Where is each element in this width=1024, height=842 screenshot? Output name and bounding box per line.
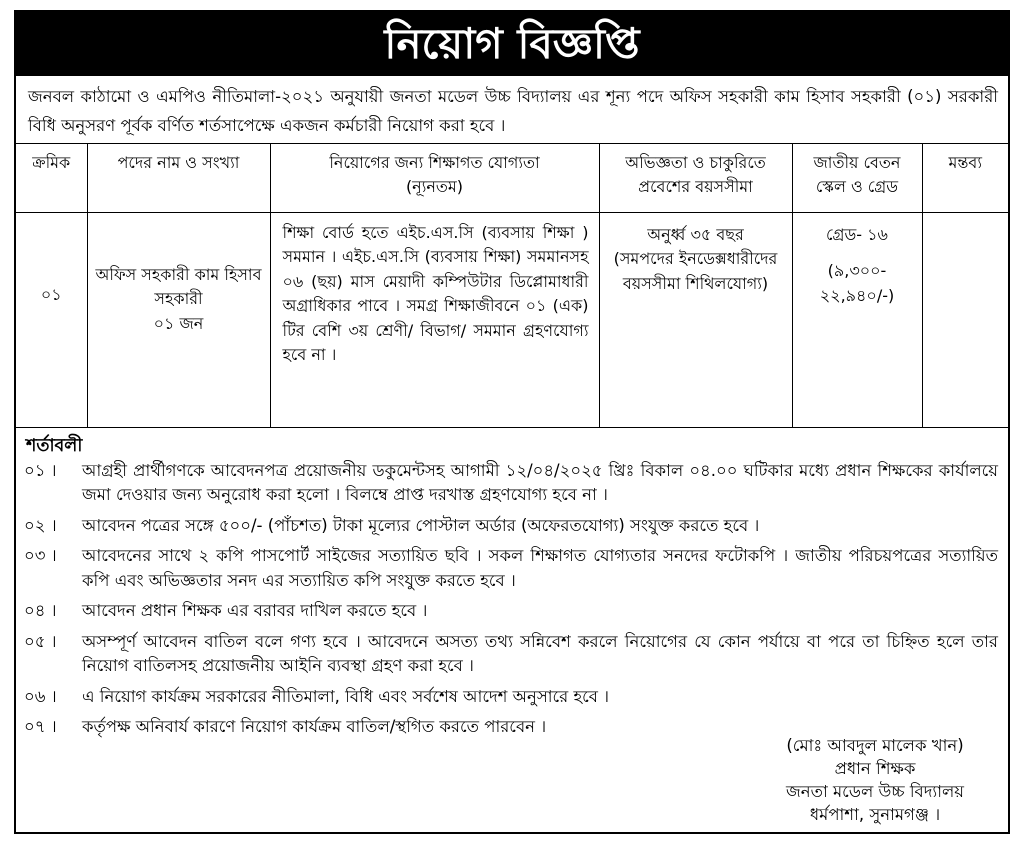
condition-item [24, 459, 998, 508]
condition-item [24, 514, 998, 539]
condition-text: আগ্রহী প্রার্থীগণকে আবেদনপত্র প্রয়োজনীয় ডকুমেন্টসহ আগামী ১২/০৪/২০২৫ খ্রিঃ বিকাল ০৪.০০ ঘটিকার মধ্যে প্রধান শিক্ষকের কার্যালয়ে জমা দেওয়ার জন্য অনুরোধ করা হলো । বিলম্বে প্রাপ্ত দরখাস্ত গ্রহণযোগ্য হবে না । [82, 460, 998, 504]
condition-number: ০৪ । [24, 601, 57, 620]
grade: গ্রেড- ১৬ [826, 224, 888, 244]
condition-number: ০৩ । [24, 546, 57, 565]
cell-scale [792, 212, 922, 427]
age-limit: অনুর্ধ্ব ৩৫ বছর [647, 224, 744, 244]
conditions-section [16, 428, 1008, 834]
condition-number: ০৫ । [24, 631, 57, 651]
signatory-institution: জনতা মডেল উচ্চ বিদ্যালয় [786, 781, 964, 801]
condition-text: আবেদন পত্রের সঙ্গে ৫০০/- (পাঁচশত) টাকা মূল্যের পোস্টাল অর্ডার (অফেরতযোগ্য) সংযুক্ত করতে হবে । [82, 515, 760, 535]
post-title: অফিস সহকারী কাম হিসাব সহকারী [95, 264, 262, 308]
conditions-title: শর্তাবলী [26, 435, 83, 456]
recruitment-notice [14, 10, 1010, 834]
post-count: ০১ জন [153, 313, 204, 333]
cell-qualification: শিক্ষা বোর্ড হতে এইচ.এস.সি (ব্যবসায় শিক্ষা ) সমমান । এইচ.এস.সি (ব্যবসায় শিক্ষা) সমমানসহ ০৬ (ছয়) মাস মেয়াদী কম্পিউটার ডিপ্লোমাধারী অগ্রাধিকার পাবে । সমগ্র শিক্ষাজীবনে ০১ (এক) টির বেশি ৩য় শ্রেণী/ বিভাগ/ সমমান গ্রহণযোগ্য হবে না । [270, 212, 599, 427]
signature-block [750, 734, 1000, 826]
condition-text: আবেদনের সাথে ২ কপি পাসপোর্ট সাইজের সত্যায়িত ছবি । সকল শিক্ষাগত যোগ্যতার সনদের ফটোকপি । জাতীয় পরিচয়পত্রের সত্যায়িত কপি এবং অভিজ্ঞতার সনদ এর সত্যায়িত কপি সংযুক্ত করতে হবে । [82, 546, 998, 590]
age-note: (সমপদের ইনডেক্সধারীদের বয়সসীমা শিথিলযোগ্য) [613, 249, 778, 293]
notice-title: নিয়োগ বিজ্ঞপ্তি [16, 12, 1008, 76]
cell-serial: ০১ [16, 212, 87, 427]
condition-number: ০১ । [24, 460, 57, 480]
condition-item [24, 599, 998, 624]
condition-text: কর্তৃপক্ষ অনিবার্য কারণে নিয়োগ কার্যক্রম বাতিল/স্থগিত করতে পারবেন । [82, 717, 547, 736]
cell-post [87, 212, 270, 427]
table-header-row [16, 144, 1008, 212]
vacancy-table [16, 144, 1008, 428]
header-qualification-note: (ন্যূনতম) [405, 177, 464, 196]
header-qualification [270, 144, 599, 212]
scale-from: (৯,৩০০- [827, 261, 887, 280]
condition-text: অসম্পূর্ণ আবেদন বাতিল বলে গণ্য হবে । আবেদনে অসত্য তথ্য সন্নিবেশ করলে নিয়োগের যে কোন পর্যায়ে বা পরে তা চিহ্নিত হলে তার নিয়োগ বাতিলসহ প্রয়োজনীয় আইনি ব্যবস্থা গ্রহণ করা হবে । [82, 631, 998, 675]
condition-item [24, 685, 998, 710]
cell-age [599, 212, 792, 427]
header-qualification-label: নিয়োগের জন্য শিক্ষাগত যোগ্যতা [329, 153, 540, 172]
condition-item [24, 544, 998, 593]
condition-item [24, 630, 998, 679]
condition-number: ০৬ । [24, 686, 57, 706]
condition-text: এ নিয়োগ কার্যক্রম সরকারের নীতিমালা, বিধি এবং সর্বশেষ আদেশ অনুসারে হবে । [82, 686, 610, 706]
header-age: অভিজ্ঞতা ও চাকুরিতে প্রবেশের বয়সসীমা [599, 144, 792, 212]
signatory-name: (মোঃ আবদুল মালেক খান) [786, 735, 964, 755]
signatory-designation: প্রধান শিক্ষক [834, 758, 916, 778]
header-post: পদের নাম ও সংখ্যা [87, 144, 270, 212]
notice-intro: জনবল কাঠামো ও এমপিও নীতিমালা-২০২১ অনুযায়ী জনতা মডেল উচ্চ বিদ্যালয় এর শূন্য পদে অফিস সহকারী কাম হিসাব সহকারী (০১) সরকারী বিধি অনুসরণ পূর্বক বর্ণিত শর্তসাপেক্ষে একজন কর্মচারী নিয়োগ করা হবে । [16, 76, 1008, 144]
scale-to: ২২,৯৪০/-) [819, 285, 895, 305]
header-scale: জাতীয় বেতন স্কেল ও গ্রেড [792, 144, 922, 212]
signatory-address: ধর্মপাশা, সুনামগঞ্জ । [809, 804, 941, 824]
header-remarks: মন্তব্য [922, 144, 1008, 212]
condition-number: ০৭ । [24, 717, 57, 736]
header-serial: ক্রমিক [16, 144, 87, 212]
cell-remarks [922, 212, 1008, 427]
condition-number: ০২ । [24, 515, 57, 535]
condition-text: আবেদন প্রধান শিক্ষক এর বরাবর দাখিল করতে হবে । [82, 601, 428, 620]
table-row [16, 212, 1008, 427]
